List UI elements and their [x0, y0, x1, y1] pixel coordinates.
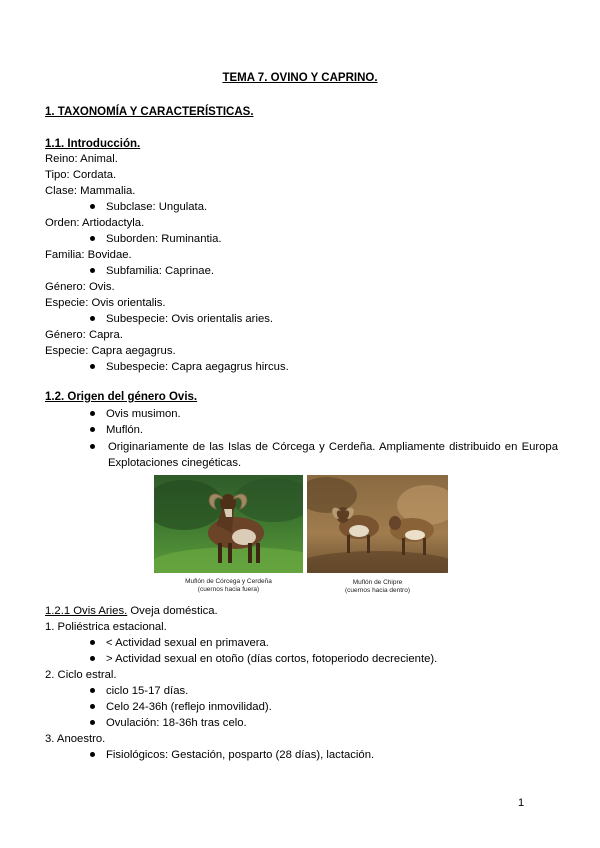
aries-line: 2. Ciclo estral. [45, 669, 117, 681]
taxonomy-line: Especie: Ovis orientalis. [45, 297, 166, 309]
bullet-icon [90, 640, 95, 645]
taxonomy-line: Reino: Animal. [45, 153, 118, 165]
taxonomy-line: Orden: Artiodactyla. [45, 217, 145, 229]
page-title: TEMA 7. OVINO Y CAPRINO. [222, 72, 378, 84]
aries-bullet: ciclo 15-17 días. [90, 684, 188, 698]
taxonomy-line: Tipo: Cordata. [45, 169, 117, 181]
origin-bullet: Muflón. [90, 423, 143, 437]
taxonomy-bullet: Subespecie: Ovis orientalis aries. [90, 312, 273, 326]
taxonomy-bullet: Subespecie: Capra aegagrus hircus. [90, 360, 289, 374]
bullet-icon [90, 268, 95, 273]
taxonomy-line: Clase: Mammalia. [45, 185, 136, 197]
taxonomy-line: Género: Ovis. [45, 281, 115, 293]
subsection-heading-intro: 1.1. Introducción. [45, 138, 141, 150]
bullet-icon [90, 656, 95, 661]
aries-line: 1. Poliéstrica estacional. [45, 621, 167, 633]
aries-bullet: Ovulación: 18-36h tras celo. [90, 716, 247, 730]
taxonomy-bullet: Subclase: Ungulata. [90, 200, 207, 214]
mouflon-cyprus-photo [307, 475, 448, 573]
aries-bullet: > Actividad sexual en otoño (días cortos, fotoperiodo decreciente). [90, 652, 437, 666]
bullet-icon [90, 316, 95, 321]
bullet-icon [90, 204, 95, 209]
section-heading-taxonomy: 1. TAXONOMÍA Y CARACTERÍSTICAS. [45, 106, 254, 118]
bullet-icon [90, 752, 95, 757]
taxonomy-bullet: Suborden: Ruminantia. [90, 232, 222, 246]
bullet-icon [90, 444, 95, 449]
origin-bullet: Ovis musimon. [90, 407, 181, 421]
taxonomy-line: Familia: Bovidae. [45, 249, 132, 261]
aries-bullet: < Actividad sexual en primavera. [90, 636, 269, 650]
mouflon-corsica-photo [154, 475, 303, 573]
subsection-heading-origin: 1.2. Origen del género Ovis. [45, 391, 198, 403]
bullet-icon [90, 427, 95, 432]
bullet-icon [90, 236, 95, 241]
bullet-icon [90, 720, 95, 725]
figure-caption-left: Muflón de Córcega y Cerdeña (cuernos hacia fuera) [185, 578, 272, 593]
aries-bullet: Celo 24-36h (reflejo inmovilidad). [90, 700, 272, 714]
taxonomy-bullet: Subfamilia: Caprinae. [90, 264, 214, 278]
subsection-heading-ovis-aries: 1.2.1 Ovis Aries. Oveja doméstica. [45, 605, 218, 617]
figure-caption-right: Muflón de Chipre (cuernos hacia dentro) [344, 579, 411, 594]
bullet-icon [90, 364, 95, 369]
taxonomy-line: Especie: Capra aegagrus. [45, 345, 176, 357]
bullet-icon [90, 688, 95, 693]
aries-line: 3. Anoestro. [45, 733, 106, 745]
page-number: 1 [518, 797, 525, 809]
bullet-icon [90, 411, 95, 416]
origin-paragraph: Originariamente de las Islas de Córcega y Cerdeña. Ampliamente distribuido en Europa Explotaciones cinegéticas. [90, 439, 558, 471]
aries-bullet: Fisiológicos: Gestación, posparto (28 días), lactación. [90, 748, 374, 762]
taxonomy-line: Género: Capra. [45, 329, 123, 341]
bullet-icon [90, 704, 95, 709]
